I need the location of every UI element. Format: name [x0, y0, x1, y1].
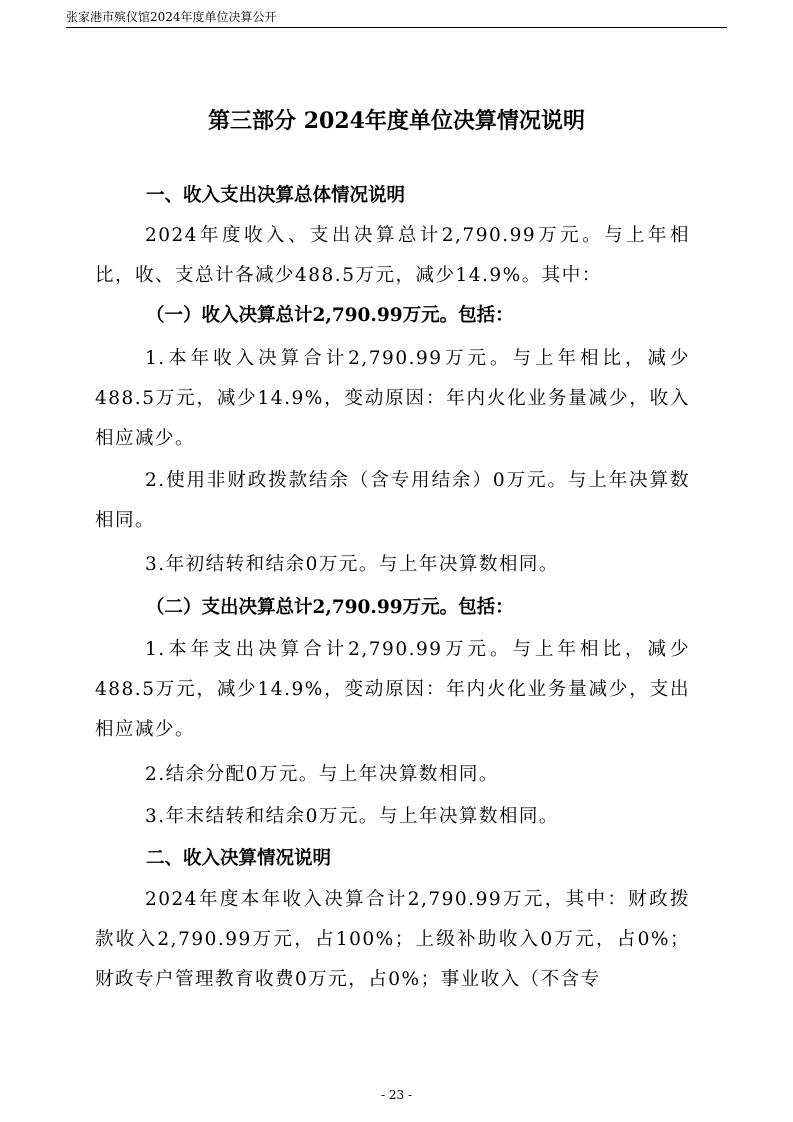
page-header: 张家港市殡仪馆2024年度单位决算公开	[66, 10, 277, 24]
section-heading-1: 一、收入支出决算总体情况说明	[146, 185, 406, 206]
document-title: 第三部分 2024年度单位决算情况说明	[208, 108, 585, 134]
subsection-heading-income: （一）收入决算总计2,790.99万元。包括：	[146, 305, 514, 326]
expenditure-item-1: 1.本年支出决算合计2,790.99万元。与上年相比，减少488.5万元，减少14.9%，变动原因：年内火化业务量减少，支出相应减少。	[95, 639, 690, 740]
subsection-heading-expenditure: （二）支出决算总计2,790.99万元。包括：	[146, 597, 514, 618]
section-heading-2: 二、收入决算情况说明	[146, 848, 332, 869]
expenditure-item-2: 2.结余分配0万元。与上年决算数相同。	[145, 764, 499, 785]
section-1-intro: 2024年度收入、支出决算总计2,790.99万元。与上年相比，收、支总计各减少488.5万元，减少14.9%。其中：	[95, 225, 690, 286]
income-item-2: 2.使用非财政拨款结余（含专用结余）0万元。与上年决算数相同。	[95, 470, 690, 531]
expenditure-item-3: 3.年末结转和结余0万元。与上年决算数相同。	[145, 806, 559, 827]
header-divider	[66, 27, 727, 28]
page-number: - 23 -	[380, 1088, 412, 1102]
income-item-1: 1.本年收入决算合计2,790.99万元。与上年相比，减少488.5万元，减少14.9%，变动原因：年内火化业务量减少，收入相应减少。	[95, 348, 690, 449]
section-2-intro: 2024年度本年收入决算合计2,790.99万元，其中：财政拨款收入2,790.99万元，占100%；上级补助收入0万元，占0%；财政专户管理教育收费0万元，占0%；事业收入（不含专	[95, 889, 690, 990]
income-item-3: 3.年初结转和结余0万元。与上年决算数相同。	[145, 554, 559, 575]
